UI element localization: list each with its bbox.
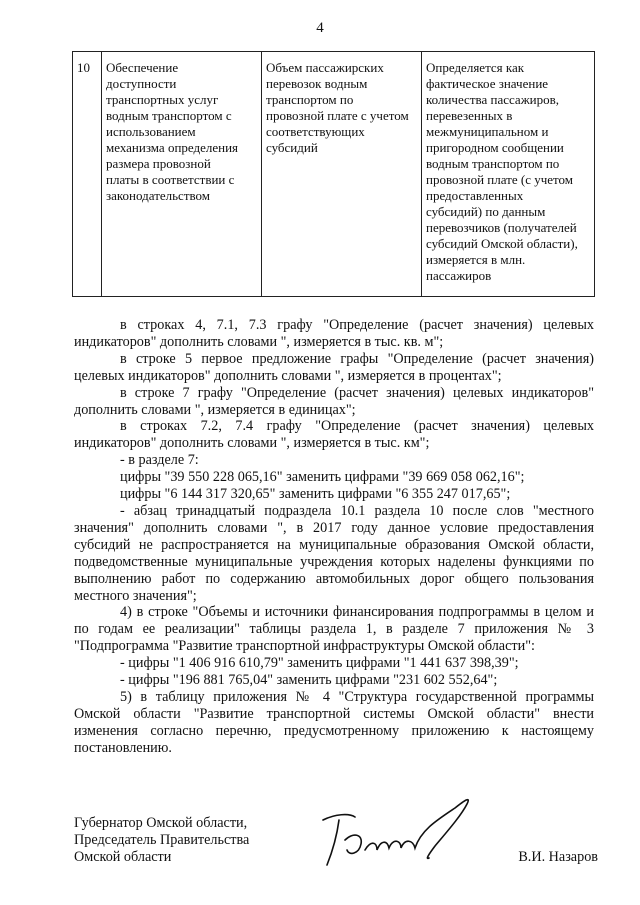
table-cell-indicator xyxy=(261,52,421,296)
indicator-line: соответствующих xyxy=(266,124,365,139)
row-number: 10 xyxy=(77,60,90,75)
paragraph: в строке 7 графу "Определение (расчет значения) целевых индикаторов" дополнить словами ", измеряется в единицах"; xyxy=(74,384,594,418)
indicator-line: перевозок водным xyxy=(266,76,368,91)
definition-line: перевозчиков (получателей xyxy=(426,220,577,235)
paragraph: цифры "6 144 317 320,65" заменить цифрами "6 355 247 017,65"; xyxy=(120,486,511,503)
definition-line: предоставленных xyxy=(426,188,524,203)
definition-line: измеряется в млн. xyxy=(426,252,526,267)
definition-line: провозной плате (с учетом xyxy=(426,172,574,187)
signatory-line: Губернатор Омской области, xyxy=(74,815,248,831)
paragraph: цифры "39 550 228 065,16" заменить цифрами "39 669 058 062,16"; xyxy=(120,469,525,486)
name-line: доступности xyxy=(106,76,177,91)
signatory-title xyxy=(74,815,249,866)
definition-line: Определяется как xyxy=(426,60,525,75)
definition-line: водным транспортом по xyxy=(426,156,560,171)
paragraph: 5) в таблицу приложения № 4 "Структура государственной программы Омской области "Развитие транспортной системы Омской области" внести изменения согласно перечню, предусмотренному приложению к настоящему постановлению. xyxy=(74,688,594,756)
paragraph: 4) в строке "Объемы и источники финансирования подпрограммы в целом и по годам ее реализации" таблицы раздела 1, в разделе 7 приложения № 3 "Подпрограмма "Развитие транспортной инфраструктуры Омской области": xyxy=(74,604,594,655)
indicator-line: провозной плате с учетом xyxy=(266,108,409,123)
name-line: водным транспортом с xyxy=(106,108,232,123)
signatory-line: Председатель Правительства xyxy=(74,832,250,848)
indicator-table xyxy=(72,51,595,297)
paragraph: - цифры "196 881 765,04" заменить цифрами "231 602 552,64"; xyxy=(120,672,498,689)
signatory-line: Омской области xyxy=(74,849,172,865)
table-cell-row-number xyxy=(73,52,101,296)
table-cell-definition xyxy=(421,52,594,296)
name-line: размера провозной xyxy=(106,156,211,171)
table-cell-name xyxy=(101,52,261,296)
paragraph: в строках 4, 7.1, 7.3 графу "Определение (расчет значения) целевых индикаторов" дополнить словами ", измеряется в тыс. кв. м"; xyxy=(74,317,594,350)
definition-line: фактическое значение xyxy=(426,76,549,91)
indicator-line: транспортом по xyxy=(266,92,354,107)
definition-line: количества пассажиров, xyxy=(426,92,560,107)
indicator-line: субсидий xyxy=(266,140,318,155)
definition-line: субсидий) по данным xyxy=(426,204,546,219)
name-line: Обеспечение xyxy=(106,60,179,75)
signatory-name: В.И. Назаров xyxy=(518,849,598,865)
name-line: платы в соответствии с xyxy=(106,172,235,187)
amendment-text xyxy=(74,317,594,757)
page-number: 4 xyxy=(316,20,324,36)
paragraph: в строках 7.2, 7.4 графу "Определение (расчет значения) целевых индикаторов" дополнить словами ", измеряется в тыс. км"; xyxy=(74,418,594,452)
name-line: механизма определения xyxy=(106,140,239,155)
handwritten-signature xyxy=(305,780,505,880)
indicator-line: Объем пассажирских xyxy=(266,60,384,75)
paragraph: - цифры "1 406 916 610,79" заменить цифрами "1 441 637 398,39"; xyxy=(120,655,519,672)
paragraph: - абзац тринадцатый подраздела 10.1 раздела 10 после слов "местного значения" дополнить словами ", в 2017 году данное условие предоставления субсидий не распространяется на муниципальные образования Омской области, подведомственные муниципальные учреждения которых наделены функциями по выполнению работ по содержанию автомобильных дорог общего пользования местного значения"; xyxy=(74,502,594,604)
paragraph: - в разделе 7: xyxy=(120,452,199,469)
definition-line: перевезенных в xyxy=(426,108,513,123)
definition-line: пассажиров xyxy=(426,268,492,283)
name-line: законодательством xyxy=(106,188,211,203)
name-line: использованием xyxy=(106,124,196,139)
name-line: транспортных услуг xyxy=(106,92,219,107)
definition-line: субсидий Омской области), xyxy=(426,236,578,251)
paragraph: в строке 5 первое предложение графы "Определение (расчет значения) целевых индикаторов" дополнить словами ", измеряется в процентах"; xyxy=(74,350,594,384)
definition-line: пригородном сообщении xyxy=(426,140,564,155)
definition-line: межмуниципальном и xyxy=(426,124,549,139)
